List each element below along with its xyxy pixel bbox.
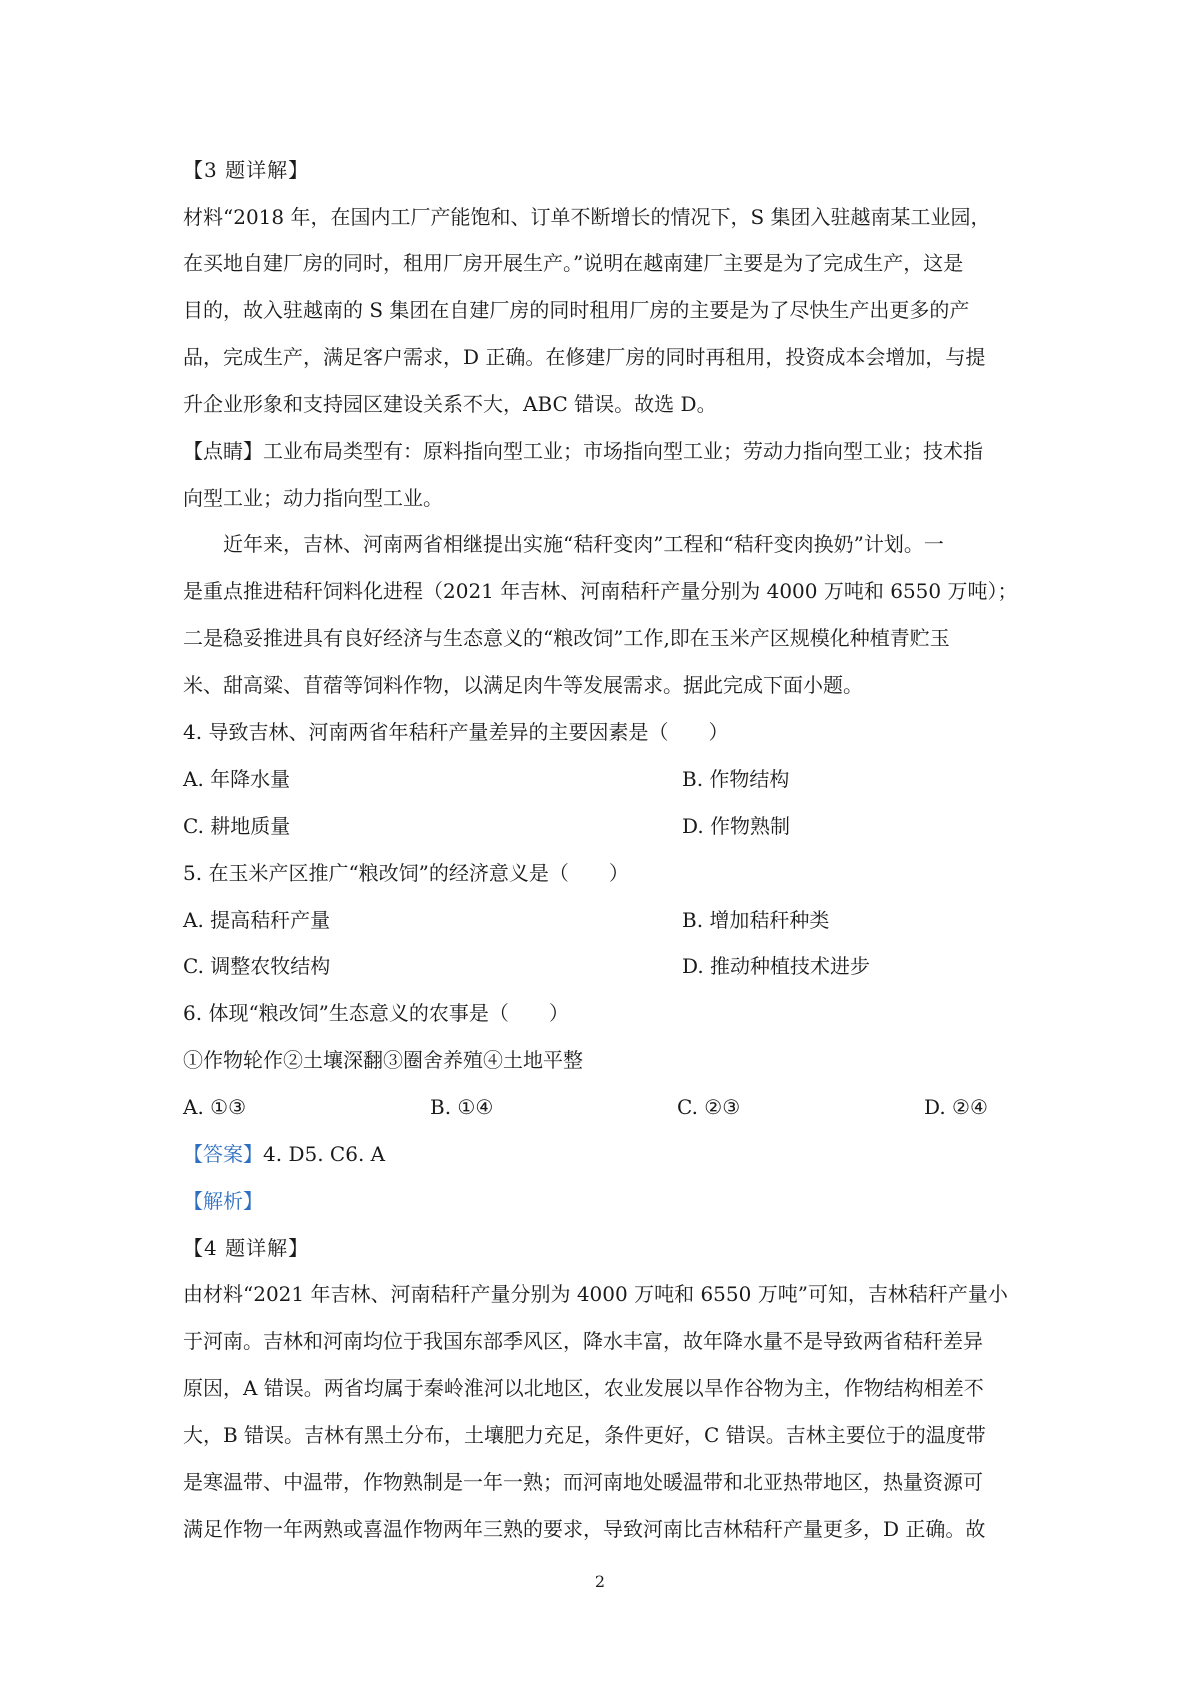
q3-detail-heading: 【3 题详解】 bbox=[183, 158, 310, 182]
material-line: 米、甜高粱、苜蓿等饲料作物，以满足肉牛等发展需求。据此完成下面小题。 bbox=[183, 673, 863, 697]
q3-detail-line: 升企业形象和支持园区建设关系不大，ABC 错误。故选 D。 bbox=[183, 392, 717, 416]
q6-stem: 6. 体现“粮改饲”生态意义的农事是（ ） bbox=[183, 1001, 569, 1025]
page-number: 2 bbox=[594, 1572, 606, 1591]
q3-detail-line: 目的，故入驻越南的 S 集团在自建厂房的同时租用厂房的主要是为了尽快生产出更多的产 bbox=[183, 298, 970, 322]
q5-option-c: C. 调整农牧结构 bbox=[183, 954, 331, 978]
tip-line: 【点睛】工业布局类型有：原料指向型工业；市场指向型工业；劳动力指向型工业；技术指 bbox=[183, 439, 983, 463]
q3-detail-line: 品，完成生产，满足客户需求，D 正确。在修建厂房的同时再租用，投资成本会增加，与提 bbox=[183, 345, 986, 369]
q6-option-b: B. ①④ bbox=[430, 1095, 494, 1119]
q3-detail-line: 材料“2018 年，在国内工厂产能饱和、订单不断增长的情况下，S 集团入驻越南某工业园， bbox=[183, 205, 991, 229]
q4-detail-line: 是寒温带、中温带，作物熟制是一年一熟；而河南地处暖温带和北亚热带地区，热量资源可 bbox=[183, 1470, 983, 1494]
q4-detail-line: 由材料“2021 年吉林、河南秸秆产量分别为 4000 万吨和 6550 万吨”可知，吉林秸秆产量小 bbox=[183, 1282, 1008, 1306]
material-line: 近年来，吉林、河南两省相继提出实施“秸秆变肉”工程和“秸秆变肉换奶”计划。一 bbox=[223, 532, 944, 556]
q6-items: ①作物轮作②土壤深翻③圈舍养殖④土地平整 bbox=[183, 1048, 583, 1072]
q4-option-d: D. 作物熟制 bbox=[682, 814, 791, 838]
q4-detail-line: 大，B 错误。吉林有黑土分布，土壤肥力充足，条件更好，C 错误。吉林主要位于的温度带 bbox=[183, 1423, 986, 1447]
answer-label: 【答案】 bbox=[183, 1142, 263, 1166]
q5-option-d: D. 推动种植技术进步 bbox=[682, 954, 871, 978]
analysis-label: 【解析】 bbox=[183, 1189, 263, 1213]
q3-detail-line: 在买地自建厂房的同时，租用厂房开展生产。”说明在越南建厂主要是为了完成生产，这是 bbox=[183, 251, 964, 275]
q5-option-a: A. 提高秸秆产量 bbox=[183, 908, 331, 932]
q4-detail-heading: 【4 题详解】 bbox=[183, 1236, 310, 1260]
answer-text: 4. D5. C6. A bbox=[263, 1142, 386, 1166]
material-line: 是重点推进秸秆饲料化进程（2021 年吉林、河南秸秆产量分别为 4000 万吨和 6550 万吨）； bbox=[183, 579, 1018, 603]
q4-option-a: A. 年降水量 bbox=[183, 767, 291, 791]
answer-line bbox=[183, 1141, 1023, 1167]
q4-detail-line: 于河南。吉林和河南均位于我国东部季风区，降水丰富，故年降水量不是导致两省秸秆差异 bbox=[183, 1329, 983, 1353]
q4-stem: 4. 导致吉林、河南两省年秸秆产量差异的主要因素是（ ） bbox=[183, 720, 729, 744]
q4-option-b: B. 作物结构 bbox=[682, 767, 790, 791]
tip-line: 向型工业；动力指向型工业。 bbox=[183, 486, 443, 510]
q5-option-b: B. 增加秸秆种类 bbox=[682, 908, 830, 932]
q6-option-a: A. ①③ bbox=[183, 1095, 247, 1119]
q5-stem: 5. 在玉米产区推广“粮改饲”的经济意义是（ ） bbox=[183, 861, 629, 885]
q4-detail-line: 原因，A 错误。两省均属于秦岭淮河以北地区，农业发展以旱作谷物为主，作物结构相差不 bbox=[183, 1376, 984, 1400]
material-line: 二是稳妥推进具有良好经济与生态意义的“粮改饲”工作,即在玉米产区规模化种植青贮玉 bbox=[183, 626, 950, 650]
q4-option-c: C. 耕地质量 bbox=[183, 814, 291, 838]
q4-detail-line: 满足作物一年两熟或喜温作物两年三熟的要求，导致河南比吉林秸秆产量更多，D 正确。故 bbox=[183, 1517, 986, 1541]
q6-option-d: D. ②④ bbox=[924, 1095, 988, 1119]
q6-option-c: C. ②③ bbox=[677, 1095, 741, 1119]
